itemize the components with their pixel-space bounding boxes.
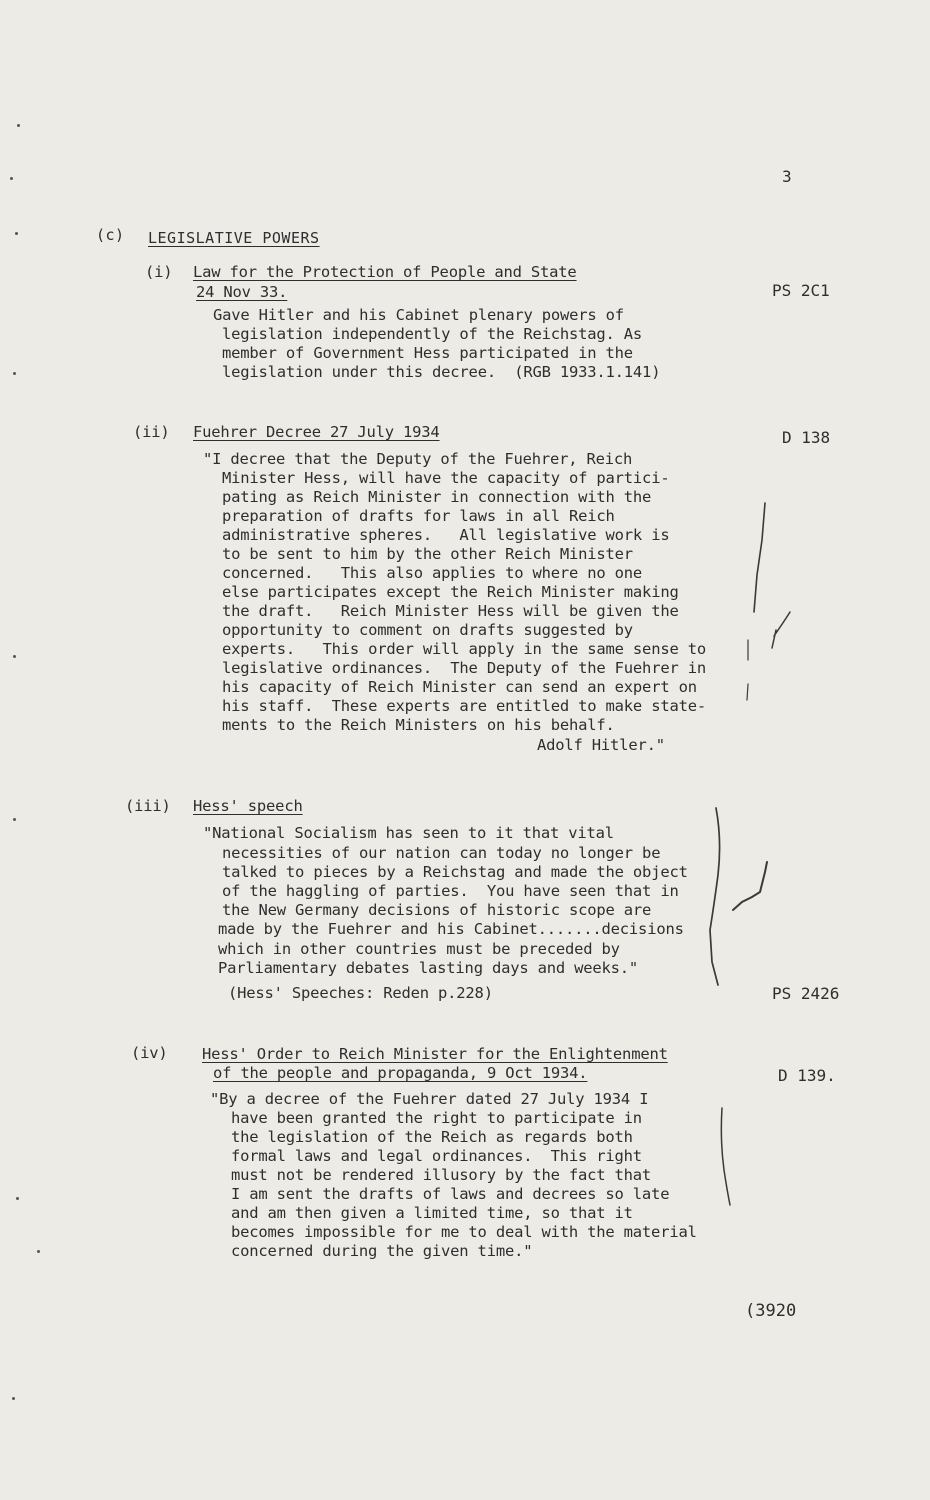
scan-speck: [15, 232, 18, 235]
item-title: Hess' speech: [193, 797, 303, 815]
margin-tick-mark: [733, 862, 767, 910]
item-source: (Hess' Speeches: Reden p.228): [228, 984, 493, 1002]
item-body-line: concerned. This also applies to where no one: [222, 564, 643, 582]
item-label: (iii): [125, 797, 171, 815]
item-body-line: which in other countries must be preceded by: [218, 940, 620, 958]
item-body-line: the draft. Reich Minister Hess will be given the: [222, 602, 679, 620]
item-body-line: Minister Hess, will have the capacity of partici-: [222, 469, 670, 487]
scan-speck: [16, 1197, 19, 1200]
item-body-line: opportunity to comment on drafts suggested by: [222, 621, 633, 639]
scan-speck: [13, 372, 16, 375]
item-body-line: necessities of our nation can today no longer be: [222, 844, 661, 862]
item-body-line: I am sent the drafts of laws and decrees so late: [231, 1185, 670, 1203]
item-body-line: pating as Reich Minister in connection with the: [222, 488, 652, 506]
item-title: Law for the Protection of People and State: [193, 263, 577, 281]
item-body-line: legislative ordinances. The Deputy of the Fuehrer in: [222, 659, 706, 677]
margin-tick-mark: [772, 612, 790, 648]
page-number: 3: [782, 167, 792, 186]
item-title-line2: of the people and propaganda, 9 Oct 1934.: [213, 1064, 588, 1082]
scan-speck: [10, 177, 13, 180]
item-body-line: have been granted the right to participate in: [231, 1109, 642, 1127]
item-title: Hess' Order to Reich Minister for the Enlightenment: [202, 1045, 668, 1063]
item-body-line: his staff. These experts are entitled to make state-: [222, 697, 706, 715]
item-body-line: preparation of drafts for laws in all Reich: [222, 507, 615, 525]
item-body-line: talked to pieces by a Reichstag and made the object: [222, 863, 688, 881]
margin-bracket-mark: [721, 1108, 730, 1205]
scan-speck: [13, 655, 16, 658]
margin-bracket-mark: [710, 808, 720, 985]
item-reference: D 138: [782, 428, 831, 447]
item-body-line: of the haggling of parties. You have seen that in: [222, 882, 679, 900]
scan-speck: [13, 818, 16, 821]
item-body-line: ments to the Reich Ministers on his behalf.: [222, 716, 615, 734]
item-body-line: "By a decree of the Fuehrer dated 27 July 1934 I: [210, 1090, 649, 1108]
item-label: (iv): [131, 1044, 168, 1062]
item-body-line: "I decree that the Deputy of the Fuehrer, Reich: [203, 450, 633, 468]
item-body-line: his capacity of Reich Minister can send an expert on: [222, 678, 697, 696]
margin-line-mark: [754, 503, 765, 612]
item-body-line: to be sent to him by the other Reich Minister: [222, 545, 633, 563]
item-title: Fuehrer Decree 27 July 1934: [193, 423, 440, 441]
scan-speck: [12, 1397, 15, 1400]
item-body-line: member of Government Hess participated in the: [222, 344, 633, 362]
item-body-line: legislation under this decree. (RGB 1933.1.141): [222, 363, 661, 381]
item-reference: PS 2426: [772, 984, 840, 1003]
item-body-line: must not be rendered illusory by the fact that: [231, 1166, 652, 1184]
section-title: LEGISLATIVE POWERS: [148, 229, 320, 247]
section-label: (c): [96, 226, 125, 244]
item-body-line: concerned during the given time.": [231, 1242, 533, 1260]
item-body-line: the legislation of the Reich as regards both: [231, 1128, 633, 1146]
item-body-line: becomes impossible for me to deal with the material: [231, 1223, 697, 1241]
item-body-line: made by the Fuehrer and his Cabinet.......decisions: [218, 920, 684, 938]
item-body-line: experts. This order will apply in the same sense to: [222, 640, 706, 658]
item-label: (i): [145, 263, 173, 281]
margin-line-mark: [747, 640, 748, 700]
item-body-line: and am then given a limited time, so that it: [231, 1204, 633, 1222]
scan-speck: [17, 124, 20, 127]
item-body-line: Gave Hitler and his Cabinet plenary powers of: [213, 306, 624, 324]
scan-speck: [37, 1250, 40, 1253]
item-title-line2: 24 Nov 33.: [196, 283, 288, 301]
signature-line: Adolf Hitler.": [537, 736, 665, 754]
item-body-line: "National Socialism has seen to it that vital: [203, 824, 614, 842]
item-body-line: else participates except the Reich Minister making: [222, 583, 679, 601]
item-reference: D 139.: [778, 1066, 836, 1085]
item-body-line: Parliamentary debates lasting days and weeks.": [218, 959, 639, 977]
item-body-line: legislation independently of the Reichstag. As: [222, 325, 643, 343]
item-body-line: administrative spheres. All legislative work is: [222, 526, 670, 544]
item-label: (ii): [133, 423, 170, 441]
item-body-line: the New Germany decisions of historic scope are: [222, 901, 652, 919]
item-reference: PS 2C1: [772, 281, 830, 300]
item-body-line: formal laws and legal ordinances. This right: [231, 1147, 642, 1165]
document-reference-number: (3920: [745, 1301, 797, 1321]
